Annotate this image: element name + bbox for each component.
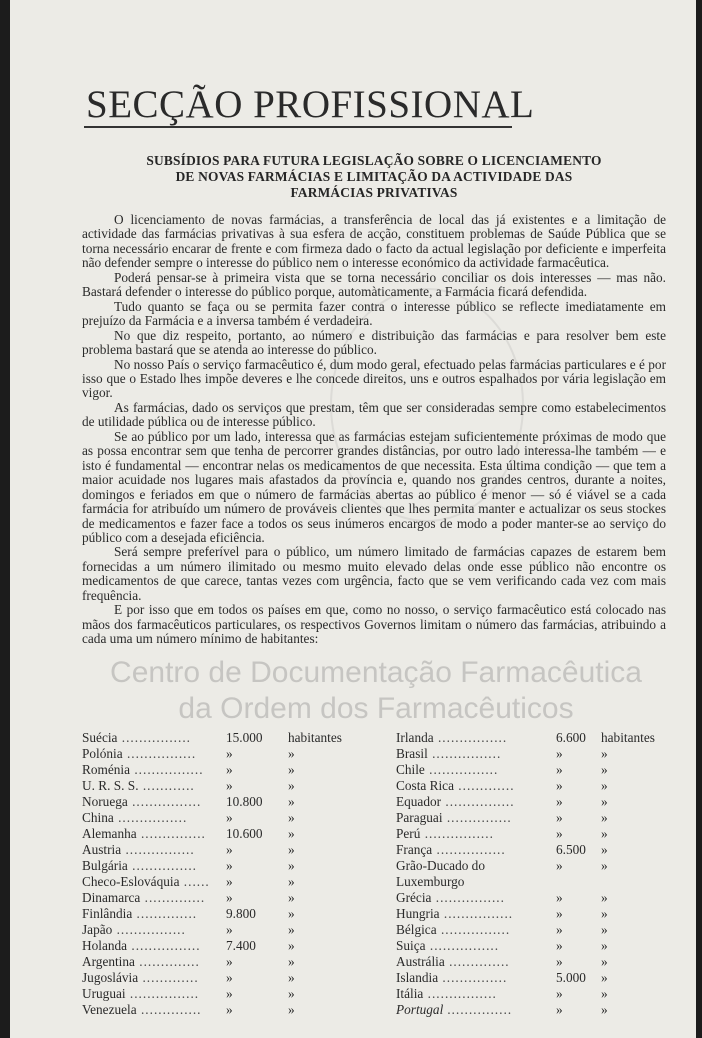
unit-label: »: [288, 794, 295, 809]
habitants-value: 10.800: [226, 794, 263, 809]
leader-dots: ................: [117, 730, 191, 745]
leader-dots: ...............: [442, 810, 512, 825]
country-name: Alemanha ...............: [82, 826, 206, 841]
leader-dots: ................: [420, 826, 494, 841]
country-name: Austria ................: [82, 842, 195, 857]
leader-dots: ................: [130, 762, 204, 777]
habitants-value: »: [556, 826, 563, 841]
habitants-value: 10.600: [226, 826, 263, 841]
leader-dots: ...............: [136, 826, 206, 841]
country-name: Paraguai ...............: [396, 810, 512, 825]
unit-label: »: [601, 938, 608, 953]
country-name: Itália ................: [396, 986, 497, 1001]
unit-label: »: [288, 938, 295, 953]
habitants-value: »: [226, 954, 233, 969]
unit-label: »: [288, 874, 295, 889]
country-name: U. R. S. S. ............: [82, 778, 195, 793]
unit-label: »: [601, 986, 608, 1001]
country-name: Portugal ...............: [396, 1002, 513, 1017]
habitants-value: »: [556, 778, 563, 793]
habitants-value: »: [556, 954, 563, 969]
country-name: Argentina ..............: [82, 954, 200, 969]
leader-dots: ..............: [132, 906, 198, 921]
leader-dots: ................: [433, 730, 508, 745]
habitants-value: 6.600: [556, 730, 586, 745]
country-name: Costa Rica .............: [396, 778, 515, 793]
watermark-line: da Ordem dos Farmacêuticos: [178, 692, 574, 725]
country-name: Austrália ..............: [396, 954, 510, 969]
leader-dots: ...............: [438, 970, 508, 985]
leader-dots: ................: [427, 746, 502, 761]
paragraph: Tudo quanto se faça ou se permita fazer contra o interesse público se reflecte imediatamente em prejuízo da Farmácia e a inversa também é verdadeira.: [82, 298, 666, 329]
leader-dots: ................: [436, 922, 511, 937]
habitants-value: »: [226, 762, 233, 777]
unit-label: »: [601, 922, 608, 937]
unit-label: habitantes: [601, 730, 655, 745]
country-name: Uruguai ................: [82, 986, 200, 1001]
leader-dots: ................: [127, 794, 202, 809]
paragraph: No que diz respeito, portanto, ao número e distribuição das farmácias e para resolver bem este problema bastará que se atenda ao interesse do público.: [82, 327, 666, 358]
unit-label: »: [601, 826, 608, 841]
paragraph: As farmácias, dado os serviços que prestam, têm que ser consideradas sempre como estabelecimentos de utilidade pública ou de interesse público.: [82, 399, 666, 430]
country-name: Holanda ................: [82, 938, 201, 953]
unit-label: »: [288, 762, 295, 777]
country-name: Jugoslávia .............: [82, 970, 199, 985]
habitants-value: »: [226, 970, 233, 985]
country-name: Grão-Ducado do Luxemburgo: [396, 858, 485, 889]
country-name: Equador ................: [396, 794, 515, 809]
country-name: Perú ................: [396, 826, 494, 841]
habitants-value: »: [226, 842, 233, 857]
leader-dots: ................: [439, 906, 514, 921]
country-name: Chile ................: [396, 762, 499, 777]
habitants-value: 15.000: [226, 730, 263, 745]
leader-dots: ...............: [443, 1002, 513, 1017]
leader-dots: ................: [125, 986, 200, 1001]
unit-label: »: [288, 970, 295, 985]
habitants-value: »: [556, 922, 563, 937]
country-name: Noruega ................: [82, 794, 202, 809]
habitants-value: »: [226, 922, 233, 937]
leader-dots: ............: [138, 778, 195, 793]
habitants-value: »: [226, 778, 233, 793]
leader-dots: ..............: [136, 1002, 202, 1017]
habitants-value: »: [556, 746, 563, 761]
country-name: Bélgica ................: [396, 922, 511, 937]
unit-label: »: [288, 906, 295, 921]
habitants-value: »: [226, 890, 233, 905]
article-subtitle: [96, 153, 652, 201]
country-name: Dinamarca ..............: [82, 890, 206, 905]
habitants-value: »: [556, 938, 563, 953]
leader-dots: ................: [113, 810, 188, 825]
unit-label: »: [601, 1002, 608, 1017]
unit-label: »: [288, 810, 295, 825]
habitants-value: »: [556, 762, 563, 777]
country-name: França ................: [396, 842, 506, 857]
habitants-value: »: [226, 874, 233, 889]
document-page: [10, 0, 696, 1038]
country-name: Roménia ................: [82, 762, 204, 777]
subtitle-line: SUBSÍDIOS PARA FUTURA LEGISLAÇÃO SOBRE O LICENCIAMENTO: [146, 153, 602, 168]
unit-label: »: [601, 954, 608, 969]
leader-dots: ................: [423, 986, 497, 1001]
unit-label: »: [601, 794, 608, 809]
article-body: [82, 213, 666, 647]
habitants-value: »: [556, 858, 563, 873]
leader-dots: ................: [122, 746, 197, 761]
unit-label: »: [288, 922, 295, 937]
habitants-value: 5.000: [556, 970, 586, 985]
paragraph: Se ao público por um lado, interessa que as farmácias estejam suficientemente próximas de modo que as possa encontrar sem que tenha de percorrer grandes distâncias, por outro lado interessa-lhe também — e isto é fundamental — encontrar nelas os medicamentos de que necessita. Esta última condição — que tem a maior acuidade nos lugares mais afastados da província e, quando nos grandes centros, durante a noites, domingos e feriados em que o número de farmácias abertas ao público é menor — só é viável se a cada farmácia for atribuído um número de prováveis clientes que lhes permita manter e actualizar os seus stockes de medicamentos e fazer face a todos os seus inúmeros encargos de modo a poder manter-se ao serviço do público com a desejada eficiência.: [82, 428, 666, 545]
subtitle-line: DE NOVAS FARMÁCIAS E LIMITAÇÃO DA ACTIVIDADE DAS: [175, 169, 573, 184]
country-name: Suiça ................: [396, 938, 500, 953]
habitants-value: 7.400: [226, 938, 256, 953]
unit-label: »: [288, 890, 295, 905]
unit-label: »: [601, 746, 608, 761]
unit-label: »: [601, 762, 608, 777]
habitants-value: »: [556, 906, 563, 921]
unit-label: »: [601, 890, 608, 905]
leader-dots: ................: [425, 938, 500, 953]
unit-label: »: [601, 858, 608, 873]
leader-dots: ..............: [444, 954, 510, 969]
unit-label: »: [601, 810, 608, 825]
country-name: Suécia ................: [82, 730, 191, 745]
leader-dots: ......: [179, 874, 210, 889]
paragraph: Poderá pensar-se à primeira vista que se torna necessário conciliar os dois interesses — mas não. Bastará defender o interesse do público porque, automàticamente, a Farmácia ficará defendida.: [82, 269, 666, 300]
unit-label: »: [288, 746, 295, 761]
leader-dots: ................: [424, 762, 499, 777]
unit-label: habitantes: [288, 730, 342, 745]
leader-dots: ..............: [134, 954, 200, 969]
watermark-line: Centro de Documentação Farmacêutica: [110, 656, 642, 689]
title-underline: [84, 126, 512, 128]
unit-label: »: [601, 778, 608, 793]
country-name: China ................: [82, 810, 188, 825]
leader-dots: ................: [121, 842, 195, 857]
unit-label: »: [288, 778, 295, 793]
habitants-value: »: [226, 1002, 233, 1017]
paragraph: O licenciamento de novas farmácias, a transferência de local das já existentes e a limitação de actividade das farmácias privativas à sua esfera de acção, constituem problemas de Saúde Pública que se torna necessário encarar de frente e com firmeza dado o facto da actual legislação por deficiente e imperfeita não defender sempre o interesse do público nem o interesse económico da actividade farmacêutica.: [82, 212, 666, 271]
paragraph: Será sempre preferível para o público, um número limitado de farmácias capazes de estarem bem fornecidas a um número ilimitado ou mesmo muito elevado delas onde esse público não encontre os medicamentos de que carece, tantas vezes com urgência, facto que se vem verificando cada vez com mais frequência.: [82, 544, 666, 603]
unit-label: »: [288, 826, 295, 841]
habitants-value: »: [226, 810, 233, 825]
country-name: Brasil ................: [396, 746, 502, 761]
unit-label: »: [288, 954, 295, 969]
country-name: Hungria ................: [396, 906, 514, 921]
habitants-value: 6.500: [556, 842, 586, 857]
habitants-value: »: [226, 986, 233, 1001]
section-title: SECÇÃO PROFISSIONAL: [86, 83, 535, 126]
leader-dots: ................: [431, 890, 505, 905]
unit-label: »: [601, 970, 608, 985]
country-name: Japão ................: [82, 922, 186, 937]
habitants-value: »: [556, 1002, 563, 1017]
leader-dots: .............: [138, 970, 199, 985]
unit-label: »: [288, 986, 295, 1001]
country-name: Bulgária ...............: [82, 858, 197, 873]
habitants-value: »: [556, 810, 563, 825]
unit-label: »: [288, 1002, 295, 1017]
habitants-value: »: [226, 858, 233, 873]
country-name: Finlândia ..............: [82, 906, 198, 921]
archive-watermark: [86, 655, 666, 727]
country-name: Polónia ................: [82, 746, 197, 761]
leader-dots: ..............: [140, 890, 206, 905]
unit-label: »: [288, 842, 295, 857]
country-name: Checo-Eslováquia ......: [82, 874, 210, 889]
unit-label: »: [601, 842, 608, 857]
country-name: Islandia ...............: [396, 970, 508, 985]
country-name: Irlanda ................: [396, 730, 508, 745]
habitants-value: 9.800: [226, 906, 256, 921]
unit-label: »: [601, 906, 608, 921]
leader-dots: ................: [432, 842, 506, 857]
country-name: Grécia ................: [396, 890, 505, 905]
habitants-value: »: [556, 890, 563, 905]
unit-label: »: [288, 858, 295, 873]
subtitle-line: FARMÁCIAS PRIVATIVAS: [290, 185, 458, 200]
paragraph: E por isso que em todos os países em que, como no nosso, o serviço farmacêutico está colocado nas mãos dos farmacêuticos particulares, os respectivos Governos limitam o número das farmácias, atribuindo a cada uma um número mínimo de habitantes:: [82, 602, 666, 647]
leader-dots: .............: [453, 778, 515, 793]
habitants-value: »: [556, 986, 563, 1001]
leader-dots: ................: [127, 938, 201, 953]
habitants-value: »: [556, 794, 563, 809]
country-name: Venezuela ..............: [82, 1002, 202, 1017]
leader-dots: ................: [441, 794, 515, 809]
paragraph: No nosso País o serviço farmacêutico é, dum modo geral, efectuado pelas farmácias particulares e é por isso que o Estado lhes impõe deveres e lhe concede direitos, uns e outros espalhados por vária legislação em vigor.: [82, 356, 666, 401]
leader-dots: ...............: [127, 858, 197, 873]
habitants-value: »: [226, 746, 233, 761]
leader-dots: ................: [112, 922, 186, 937]
